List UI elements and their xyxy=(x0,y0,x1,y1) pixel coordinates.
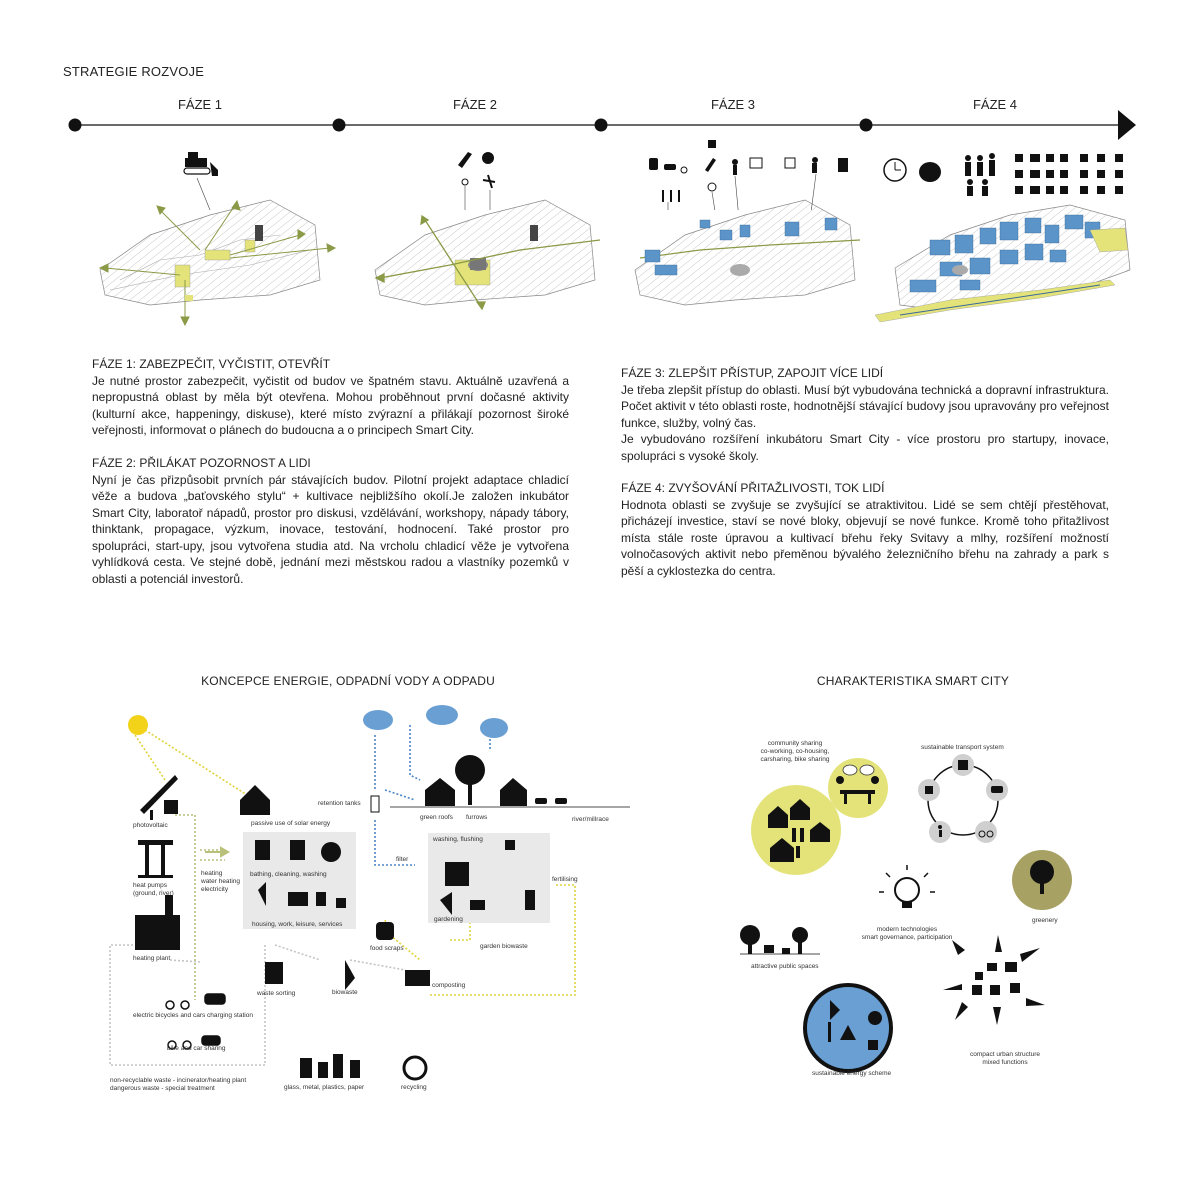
phase-label-3: FÁZE 3 xyxy=(710,97,756,112)
label-water-heating: water heating xyxy=(201,878,241,885)
phase-3-icons xyxy=(649,140,848,202)
label-community-1: community sharing xyxy=(767,740,823,747)
label-heat-pumps: heat pumps xyxy=(133,882,167,889)
mixed-functions-icons xyxy=(943,935,1045,1025)
label-community-3: carsharing, bike sharing xyxy=(760,756,830,763)
label-housing: housing, work, leisure, services xyxy=(252,921,343,928)
spark-icon xyxy=(483,175,495,188)
label-green-roofs: green roofs xyxy=(420,814,453,821)
desk-icon xyxy=(785,158,795,168)
label-waste-sorting: waste sorting xyxy=(257,990,296,997)
phase-1-text xyxy=(92,356,569,439)
phase-4-text xyxy=(621,480,1109,579)
phase-2-title: FÁZE 2: PŘILÁKAT POZORNOST A LIDI xyxy=(92,456,311,470)
bulldozer-icon xyxy=(184,152,218,176)
phase-3-body: Je třeba zlepšit přístup do oblasti. Musí být vybudována technická a dopravní infrastruktura. Počet aktivit v této oblasti roste, hodnotnější stávající budovy jsou upravovány pro veřejnost funkce, služby, volný čas. xyxy=(621,382,1109,430)
phase-4-title: FÁZE 4: ZVYŠOVÁNÍ PŘITAŽLIVOSTI, TOK LIDÍ xyxy=(621,481,885,495)
phase-4-body: Hodnota oblasti se zvyšuje se zvyšující se atraktivitou. Lidé se sem chtějí přestěhovat, přicházejí investice, staví se nové bloky, objevují se nové funkce. Kromě toho přitažlivost místa stále roste úpravou a kultivací břehu řeky Svitavy a mlhy, rozšíření možností volnočasových aktivit nebo přeměnou bývalého železničního břehu na zahrady a park s pěší a cyklostezka do centra. xyxy=(621,497,1109,578)
phase-2-text xyxy=(92,455,569,587)
phase-3-text xyxy=(621,365,1109,464)
phase-2-body: Nyní je čas přizpůsobit prvních pár stávajících budov. Pilotní projekt adaptace chladicí věže a budova „baťovského stylu“ + kultivace nejbližšího okolí.Je založen inkubátor Smart City, laboratoř nápadů, prostor pro diskusi, vzdělávání, workshopy, nápady tábory, thinktank, propagace, výzkum, inovace, testování, hodnocení. Také prostor pro spolupráci, start-upy, jsou vytvořena studia atd. Na vrcholu chladicí věže je vytvořena vyhlídková cesta. Ve stejné době, jednání mezi městskou radou a vlastníky pozemků v oblasti a potenciál investorů. xyxy=(92,472,569,586)
retention-tank-icon xyxy=(371,796,379,812)
label-compact-1: compact urban structure xyxy=(969,1051,1041,1058)
label-garden-biowaste: garden biowaste xyxy=(480,943,528,950)
timeline-arrow-icon xyxy=(1118,110,1136,140)
label-passive-solar: passive use of solar energy xyxy=(251,820,331,827)
label-food-scraps: food scraps xyxy=(370,945,404,952)
label-nonrecyclable: non-recyclable waste - incinerator/heating plant xyxy=(110,1077,247,1084)
phase-icons xyxy=(0,140,1200,210)
label-river: river/millrace xyxy=(572,816,609,823)
label-heating: heating xyxy=(201,870,223,877)
coworking-circle xyxy=(828,758,888,818)
label-community-2: co-working, co-housing, xyxy=(760,748,830,755)
phase-1-map xyxy=(100,200,335,325)
label-community xyxy=(755,740,835,764)
car-icon xyxy=(664,164,676,170)
label-compact xyxy=(955,1051,1055,1067)
label-gardening: gardening xyxy=(434,916,463,923)
money-bag-icon xyxy=(919,162,941,182)
people-icon xyxy=(965,153,995,196)
phase-3-body-2: Je vybudováno rozšíření inkubátoru Smart City - více prostoru pro startupy, inovace, spolupráci s vysoké školy. xyxy=(621,432,1109,463)
bus-icon xyxy=(649,158,658,170)
label-glass: glass, metal, plastics, paper xyxy=(284,1084,365,1091)
label-biowaste: biowaste xyxy=(332,989,358,996)
bulb-icon xyxy=(708,183,716,191)
label-photovoltaic: photovoltaic xyxy=(133,822,168,829)
label-compact-2: mixed functions xyxy=(982,1059,1028,1066)
phase-1-body: Je nutné prostor zabezpečit, vyčistit od budov ve špatném stavu. Aktuálně uzavřená a nepropustná oblast by měla být otevřena. Mohou proběhnout první dočasné aktivity (kulturní akce, happeningy, diskuse), které místo zvýrazní a přilákají pozornost široké veřejnosti, informovat o plánech do budoucna a o principech Smart City. xyxy=(92,373,569,437)
train-icon xyxy=(958,760,968,770)
timeline-node-1 xyxy=(69,119,82,132)
screen-icon xyxy=(708,140,716,148)
phase-2-map xyxy=(375,200,600,309)
phase-4-icons xyxy=(884,153,1123,196)
bike-icon xyxy=(681,167,687,173)
label-tech-1: modern technologies xyxy=(876,926,938,933)
label-retention: retention tanks xyxy=(318,800,361,807)
heating-plant-icon xyxy=(135,895,180,950)
lightbulb-icon xyxy=(462,179,468,185)
label-electricity: electricity xyxy=(201,886,229,893)
phase-label-2: FÁZE 2 xyxy=(452,97,498,112)
label-heating-plant: heating plant xyxy=(133,955,171,962)
label-charging: electric bicycles and cars charging station xyxy=(133,1012,253,1019)
label-fertilising: fertilising xyxy=(552,876,578,883)
phase-4-map xyxy=(875,205,1130,322)
label-tech-2: smart governance, participation xyxy=(861,934,953,941)
label-public-spaces: attractive public spaces xyxy=(751,963,819,970)
worker-icon xyxy=(812,157,818,163)
label-sharing: bike and car sharing xyxy=(167,1045,226,1052)
lightbulb-icon xyxy=(879,865,935,908)
smart-title: CHARAKTERISTIKA SMART CITY xyxy=(816,674,1010,688)
house-icon xyxy=(240,785,270,815)
label-furrows: furrows xyxy=(466,814,488,821)
bikes-cars-icons xyxy=(166,994,225,1049)
phase-1-title: FÁZE 1: ZABEZPEČIT, VYČISTIT, OTEVŘÍT xyxy=(92,357,331,371)
label-energy-scheme: sustainable energy scheme xyxy=(812,1070,892,1077)
label-bathing: bathing, cleaning, washing xyxy=(250,871,327,878)
label-filter: filter xyxy=(396,856,409,863)
waste-icons xyxy=(265,922,430,1079)
phase-3-title: FÁZE 3: ZLEPŠIT PŘÍSTUP, ZAPOJIT VÍCE LIDÍ xyxy=(621,366,884,380)
timeline-node-3 xyxy=(595,119,608,132)
cutlery-icon xyxy=(662,190,680,202)
label-composting: composting xyxy=(432,982,466,989)
label-transport: sustainable transport system xyxy=(921,744,1004,751)
label-washing: washing, flushing xyxy=(433,836,483,843)
walk-icon xyxy=(939,830,942,837)
label-greenery: greenery xyxy=(1032,917,1058,924)
clouds-icon xyxy=(363,705,508,738)
label-recycling: recycling xyxy=(401,1084,427,1091)
heat-pump-icon xyxy=(138,840,173,878)
timeline-node-4 xyxy=(860,119,873,132)
public-space-icons xyxy=(740,925,808,954)
rocket-icon xyxy=(458,152,472,168)
energy-diagram xyxy=(0,700,660,1100)
photovoltaic-icon xyxy=(140,775,178,820)
timeline-node-2 xyxy=(333,119,346,132)
activities-icons xyxy=(1015,154,1123,194)
phase-3-map xyxy=(635,200,860,305)
person-icon xyxy=(732,159,738,165)
sun-icon xyxy=(128,715,148,735)
energy-title: KONCEPCE ENERGIE, ODPADNÍ VODY A ODPADU xyxy=(201,674,495,688)
phase-label-1: FÁZE 1 xyxy=(177,97,223,112)
board-icon xyxy=(750,158,762,168)
page-title: STRATEGIE ROZVOJE xyxy=(63,64,205,79)
rocket-icon xyxy=(705,158,716,172)
sign-icon xyxy=(838,158,848,172)
masks-icon xyxy=(482,152,494,164)
run-icon xyxy=(925,786,933,794)
label-technologies xyxy=(845,926,969,942)
label-heat-pumps-sub: (ground, river) xyxy=(133,890,174,897)
phase-label-4: FÁZE 4 xyxy=(972,97,1018,112)
label-dangerous-waste: dangerous waste - special treatment xyxy=(110,1085,215,1092)
houses-trees-icon xyxy=(425,755,567,806)
car-icon xyxy=(991,786,1003,793)
